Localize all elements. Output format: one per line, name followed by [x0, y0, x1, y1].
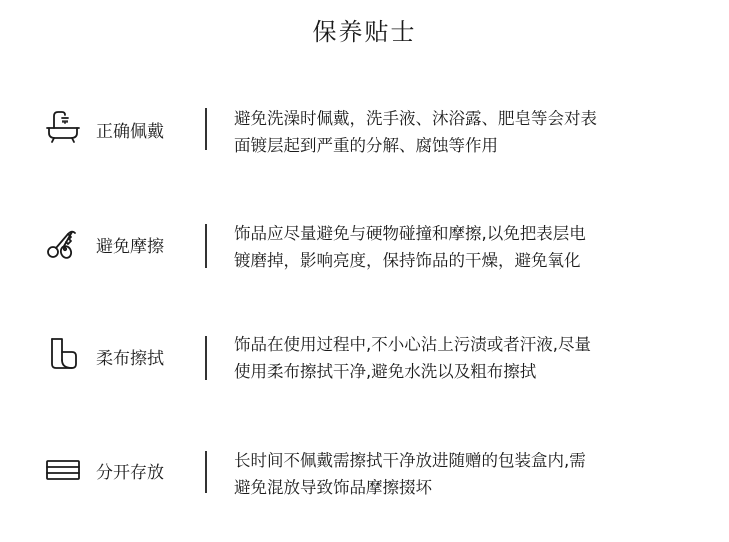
divider	[205, 336, 207, 380]
tip-description: 饰品在使用过程中,不小心沾上污渍或者汗液,尽量 使用柔布擦拭干净,避免水洗以及粗布擦拭	[234, 335, 591, 381]
tip-label: 正确佩戴	[96, 122, 164, 142]
bathtub-icon	[44, 108, 82, 146]
tip-description: 饰品应尽量避免与硬物碰撞和摩擦,以免把表层电 镀磨掉，影响亮度，保持饰品的干燥，避免氧化	[234, 224, 586, 270]
divider	[205, 224, 207, 268]
tip-row-cloth	[0, 326, 729, 396]
tip-row-friction	[0, 214, 729, 284]
tip-row-storage	[0, 441, 729, 511]
tip-description: 长时间不佩戴需擦拭干净放进随赠的包装盒内,需 避免混放导致饰品摩擦掇坏	[234, 451, 586, 497]
cloth-icon	[44, 334, 82, 372]
page-title: 保养贴士	[312, 18, 417, 46]
tip-label: 柔布擦拭	[96, 349, 164, 369]
tip-label: 分开存放	[96, 463, 164, 483]
keys-icon	[44, 224, 82, 262]
divider	[205, 108, 207, 150]
tip-row-wear	[0, 100, 729, 170]
storage-box-icon	[44, 449, 82, 487]
tip-label: 避免摩擦	[96, 237, 164, 257]
divider	[205, 451, 207, 493]
tip-description: 避免洗澡时佩戴，洗手液、沐浴露、肥皂等会对表 面镀层起到严重的分解、腐蚀等作用	[234, 109, 597, 155]
